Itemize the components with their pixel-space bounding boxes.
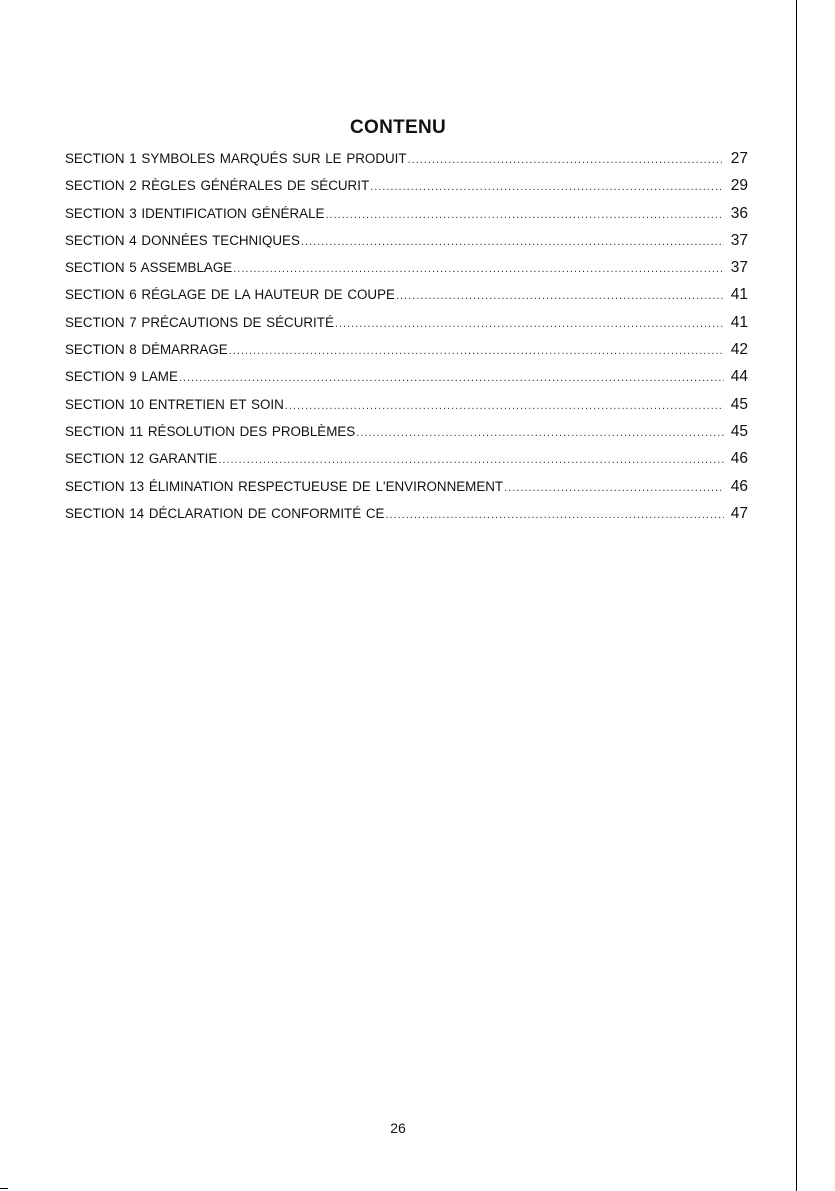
toc-entry-page: 46 — [730, 477, 748, 495]
toc-entry[interactable] — [65, 205, 748, 232]
toc-entry-page: 45 — [730, 395, 748, 413]
toc-entry-page: 41 — [730, 313, 748, 331]
toc-entry-label: SECTION 12 GARANTIE — [65, 451, 218, 467]
toc-entry-label: SECTION 5 ASSEMBLAGE — [65, 260, 233, 276]
toc-entry[interactable] — [65, 341, 748, 368]
toc-entry-page: 37 — [730, 231, 748, 249]
toc-entry-label: SECTION 11 RÉSOLUTION DES PROBLÈMES — [65, 423, 356, 439]
toc-entry-label: SECTION 6 RÉGLAGE DE LA HAUTEUR DE COUPE — [65, 287, 395, 303]
toc-entry[interactable] — [65, 505, 748, 532]
toc-dot-leader — [504, 482, 724, 494]
toc-list — [65, 150, 748, 532]
toc-entry-label: SECTION 3 IDENTIFICATION GÉNÉRALE — [65, 205, 325, 221]
page-edge-bottom — [0, 1188, 8, 1189]
toc-entry-page: 27 — [730, 150, 748, 167]
toc-entry[interactable] — [65, 368, 748, 395]
toc-entry-label: SECTION 4 DONNÉES TECHNIQUES — [65, 232, 300, 248]
toc-dot-leader — [370, 181, 724, 193]
toc-entry-page: 36 — [730, 204, 748, 222]
toc-entry-label: SECTION 7 PRÉCAUTIONS DE SÉCURITÉ — [65, 314, 334, 330]
toc-entry-page: 41 — [730, 286, 748, 304]
toc-dot-leader — [335, 318, 724, 330]
toc-entry-label: SECTION 2 RÈGLES GÉNÉRALES DE SÉCURIT — [65, 178, 370, 194]
toc-dot-leader — [356, 427, 724, 439]
toc-entry-page: 29 — [730, 177, 748, 195]
toc-entry-label: SECTION 8 DÉMARRAGE — [65, 342, 228, 358]
toc-entry-page: 45 — [730, 422, 748, 440]
toc-entry-page: 42 — [730, 341, 748, 359]
toc-dot-leader — [179, 372, 724, 384]
toc-dot-leader — [218, 454, 724, 466]
toc-entry[interactable] — [65, 450, 748, 477]
toc-dot-leader — [385, 509, 724, 521]
toc-dot-leader — [325, 209, 724, 221]
toc-dot-leader — [233, 263, 724, 275]
page-number: 26 — [390, 1120, 406, 1136]
toc-entry[interactable] — [65, 259, 748, 286]
toc-entry-label: SECTION 1 SYMBOLES MARQUÉS SUR LE PRODUIT — [65, 151, 407, 166]
toc-entry[interactable] — [65, 232, 748, 259]
toc-title: CONTENU — [349, 117, 447, 138]
page-edge-right — [796, 0, 797, 1191]
toc-dot-leader — [408, 154, 724, 166]
toc-entry-page: 47 — [730, 504, 748, 522]
toc-entry-label: SECTION 13 ÉLIMINATION RESPECTUEUSE DE L'ENVIRONNEMENT — [65, 478, 504, 494]
toc-entry-page: 37 — [730, 259, 748, 277]
toc-entry-label: SECTION 10 ENTRETIEN ET SOIN — [65, 396, 284, 412]
toc-entry[interactable] — [65, 177, 748, 204]
toc-entry[interactable] — [65, 150, 748, 177]
toc-entry[interactable] — [65, 423, 748, 450]
toc-entry-page: 44 — [730, 368, 748, 386]
toc-entry[interactable] — [65, 478, 748, 505]
toc-entry[interactable] — [65, 314, 748, 341]
toc-entry-page: 46 — [730, 450, 748, 468]
toc-dot-leader — [229, 345, 724, 357]
toc-dot-leader — [396, 290, 724, 302]
toc-entry[interactable] — [65, 396, 748, 423]
toc-dot-leader — [285, 400, 724, 412]
toc-dot-leader — [301, 236, 724, 248]
toc-entry-label: SECTION 14 DÉCLARATION DE CONFORMITÉ CE — [65, 505, 385, 521]
toc-entry[interactable] — [65, 286, 748, 313]
toc-entry-label: SECTION 9 LAME — [65, 369, 178, 385]
